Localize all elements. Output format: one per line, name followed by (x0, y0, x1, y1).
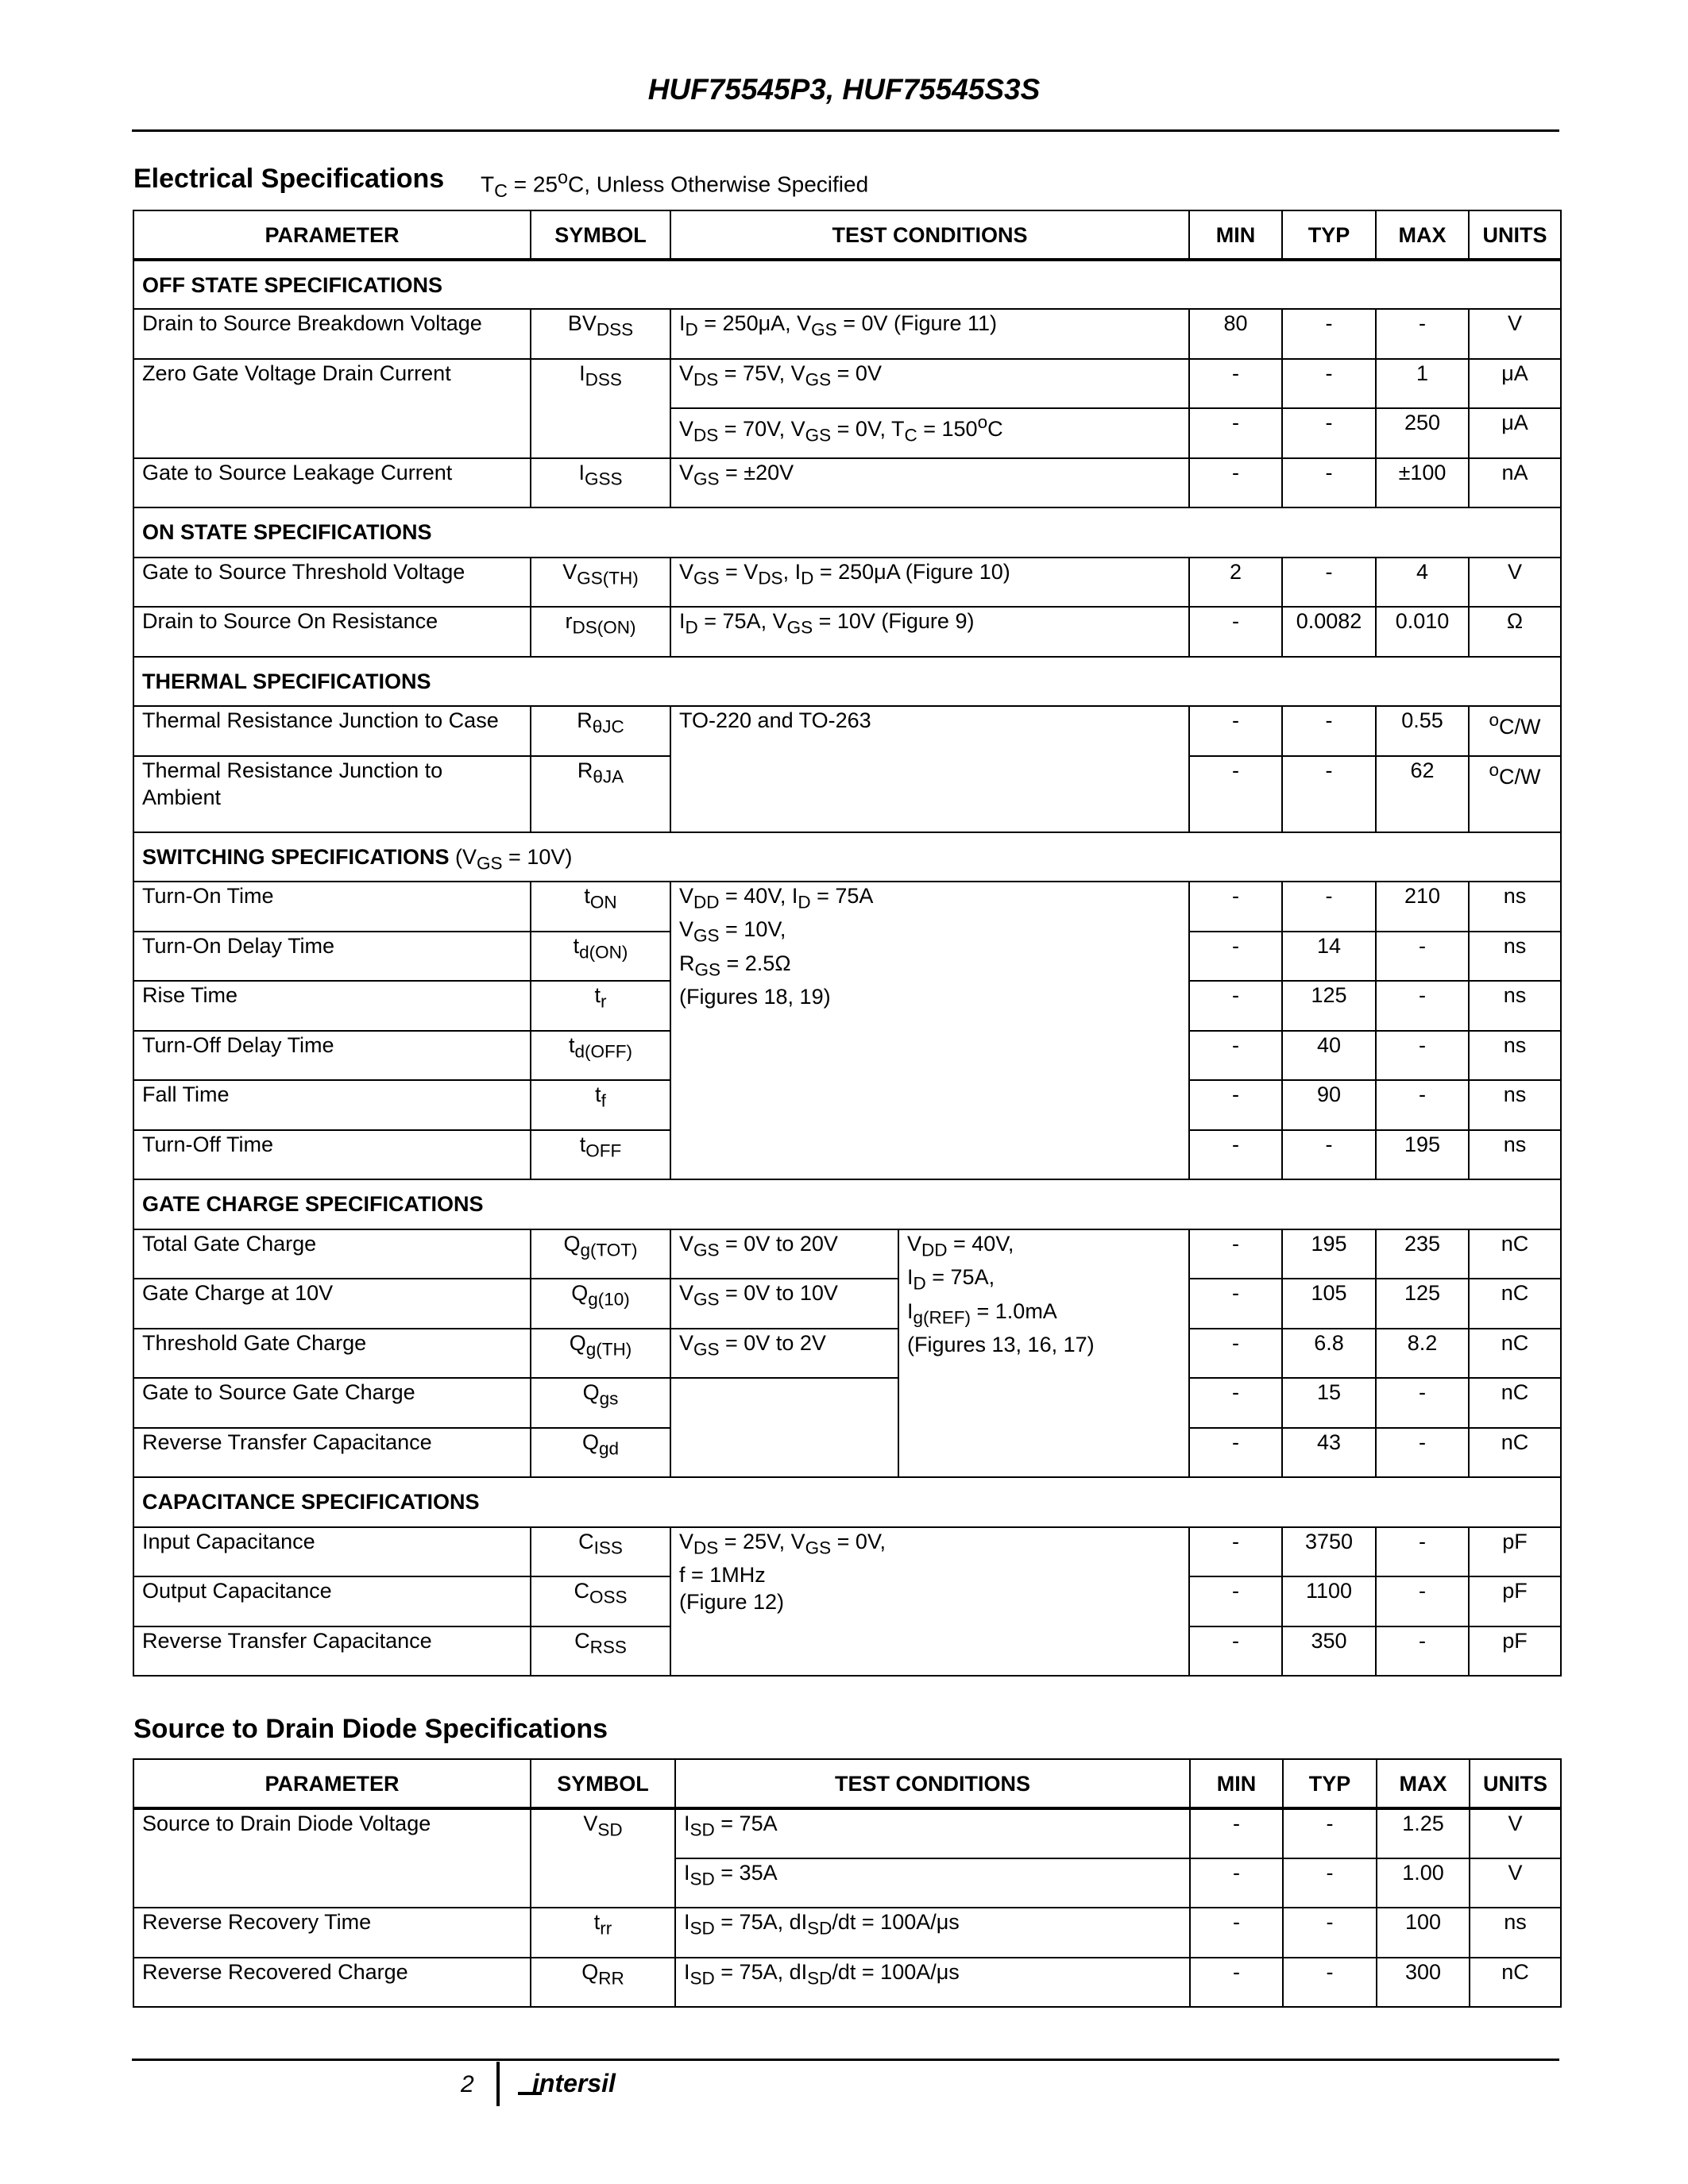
condition-cell: $I_D = 75A$, $V_{GS} = 10V$ (Figure 9) (670, 607, 1189, 657)
condition-cell: $I_{SD} = 75A$, $dI_{SD}/dt = 100A/\mu s$ (675, 1908, 1190, 1958)
electrical-specs-title: Electrical Specifications (133, 164, 445, 194)
section-row (133, 832, 1561, 882)
typ-cell: 43 (1282, 1428, 1376, 1477)
max-cell: 62 (1376, 756, 1469, 832)
condition-cell: $I_{SD} = 35A$ (675, 1858, 1190, 1908)
typ-cell: - (1282, 408, 1376, 458)
units-cell: ns (1469, 1080, 1561, 1130)
symbol-cell: $t_{d(ON)}$ (531, 932, 670, 981)
min-cell: - (1189, 706, 1282, 756)
param-cell: Gate to Source Leakage Current (133, 458, 531, 507)
units-cell: nC (1469, 1329, 1561, 1378)
symbol-cell: $t_{d(OFF)}$ (531, 1031, 670, 1080)
diode-specs-table (133, 1758, 1562, 2008)
col-header-max: MAX (1376, 210, 1469, 260)
param-cell: Drain to Source Breakdown Voltage (133, 309, 531, 359)
units-cell: μA (1469, 359, 1561, 408)
min-cell: - (1189, 756, 1282, 832)
section-on-state: ON STATE SPECIFICATIONS (133, 507, 1561, 558)
header-divider (132, 129, 1559, 132)
typ-cell: - (1282, 558, 1376, 607)
table-row (133, 1378, 1561, 1428)
min-cell: 80 (1189, 309, 1282, 359)
switching-conditions-cell: $V_{DD} = 40V$, $I_D = 75A$ $V_{GS} = 10V$, $R_{GS} = 2.5\Omega$ (Figures 18, 19) (670, 882, 1189, 1179)
min-cell: - (1189, 1527, 1282, 1576)
max-cell: 125 (1376, 1279, 1469, 1329)
table-row (133, 1229, 1561, 1279)
param-cell: Reverse Transfer Capacitance (133, 1428, 531, 1477)
min-cell: - (1189, 1229, 1282, 1279)
table-row (133, 1329, 1561, 1378)
param-cell: Turn-Off Delay Time (133, 1031, 531, 1080)
section-row (133, 260, 1561, 309)
param-cell: Gate to Source Threshold Voltage (133, 558, 531, 607)
units-cell: μA (1469, 408, 1561, 458)
max-cell: - (1376, 981, 1469, 1031)
section-thermal: THERMAL SPECIFICATIONS (133, 657, 1561, 706)
max-cell: 0.010 (1376, 607, 1469, 657)
capacitance-conditions-cell: $V_{DS} = 25V$, $V_{GS} = 0V$, f = 1MHz (Figure 12) (670, 1527, 1189, 1676)
electrical-specs-conditions: $T_C = 25^oC$, Unless Otherwise Specified (481, 167, 869, 201)
section-row (133, 1179, 1561, 1229)
min-cell: - (1189, 1576, 1282, 1626)
typ-cell: - (1282, 756, 1376, 832)
section-gate-charge: GATE CHARGE SPECIFICATIONS (133, 1179, 1561, 1229)
symbol-cell: $Q_{gd}$ (531, 1428, 670, 1477)
min-cell: - (1189, 1378, 1282, 1428)
typ-cell: 105 (1282, 1279, 1376, 1329)
col-header-units: UNITS (1470, 1759, 1561, 1808)
table-row (133, 309, 1561, 359)
section-switching: SWITCHING SPECIFICATIONS $(V_{GS} = 10V)$ (133, 832, 1561, 882)
units-cell: ns (1469, 932, 1561, 981)
symbol-cell: $BV_{DSS}$ (531, 309, 670, 359)
param-cell: Zero Gate Voltage Drain Current (133, 359, 531, 458)
logo-text: intersil (532, 2069, 616, 2097)
param-cell: Total Gate Charge (133, 1229, 531, 1279)
typ-cell: - (1283, 1808, 1377, 1858)
min-cell: 2 (1189, 558, 1282, 607)
units-cell: ns (1469, 882, 1561, 932)
min-cell: - (1189, 1279, 1282, 1329)
table-row (133, 1527, 1561, 1576)
units-cell: ns (1469, 1130, 1561, 1179)
max-cell: - (1376, 932, 1469, 981)
symbol-cell: $Q_{RR}$ (531, 1958, 675, 2007)
units-cell: pF (1469, 1527, 1561, 1576)
table-header-row (133, 210, 1561, 260)
typ-cell: - (1283, 1858, 1377, 1908)
diode-specs-title: Source to Drain Diode Specifications (133, 1714, 608, 1744)
min-cell: - (1190, 1808, 1283, 1858)
typ-cell: - (1282, 706, 1376, 756)
max-cell: 8.2 (1376, 1329, 1469, 1378)
max-cell: 195 (1376, 1130, 1469, 1179)
min-cell: - (1189, 1031, 1282, 1080)
condition-cell: $V_{GS} = 0V$ to 20V (670, 1229, 898, 1279)
section-capacitance: CAPACITANCE SPECIFICATIONS (133, 1477, 1561, 1527)
max-cell: 1 (1376, 359, 1469, 408)
units-cell: $^o$C/W (1469, 706, 1561, 756)
min-cell: - (1189, 607, 1282, 657)
max-cell: 235 (1376, 1229, 1469, 1279)
intersil-logo (516, 2068, 659, 2103)
symbol-cell: $V_{SD}$ (531, 1808, 675, 1908)
symbol-cell: $I_{DSS}$ (531, 359, 670, 458)
typ-cell: - (1282, 359, 1376, 408)
typ-cell: 40 (1282, 1031, 1376, 1080)
max-cell: ±100 (1376, 458, 1469, 507)
symbol-cell: $r_{DS(ON)}$ (531, 607, 670, 657)
units-cell: nC (1469, 1229, 1561, 1279)
table-row (133, 1808, 1561, 1858)
footer-separator (496, 2062, 500, 2106)
condition-cell: $I_{SD} = 75A$, $dI_{SD}/dt = 100A/\mu s$ (675, 1958, 1190, 2007)
units-cell: V (1470, 1858, 1561, 1908)
table-row (133, 1279, 1561, 1329)
section-off-state: OFF STATE SPECIFICATIONS (133, 260, 1561, 309)
param-cell: Turn-On Delay Time (133, 932, 531, 981)
min-cell: - (1189, 1130, 1282, 1179)
param-cell: Output Capacitance (133, 1576, 531, 1626)
units-cell: ns (1469, 1031, 1561, 1080)
table-header-row (133, 1759, 1561, 1808)
col-header-max: MAX (1377, 1759, 1470, 1808)
col-header-symbol: SYMBOL (531, 1759, 675, 1808)
typ-cell: 14 (1282, 932, 1376, 981)
symbol-cell: $R_{\theta JA}$ (531, 756, 670, 832)
param-cell: Turn-Off Time (133, 1130, 531, 1179)
symbol-cell: $t_{OFF}$ (531, 1130, 670, 1179)
section-row (133, 657, 1561, 706)
symbol-cell: $Q_{gs}$ (531, 1378, 670, 1428)
condition-cell: $V_{GS} = V_{DS}$, $I_D = 250\mu A$ (Figure 10) (670, 558, 1189, 607)
typ-cell: 0.0082 (1282, 607, 1376, 657)
page-title: HUF75545P3, HUF75545S3S (647, 73, 1041, 106)
symbol-cell: $I_{GSS}$ (531, 458, 670, 507)
condition-cell: $V_{GS} = \pm 20V$ (670, 458, 1189, 507)
min-cell: - (1189, 932, 1282, 981)
typ-cell: 125 (1282, 981, 1376, 1031)
section-row (133, 507, 1561, 558)
typ-cell: 195 (1282, 1229, 1376, 1279)
symbol-cell: $Q_{g(10)}$ (531, 1279, 670, 1329)
table-row (133, 1958, 1561, 2007)
typ-cell: - (1283, 1908, 1377, 1958)
symbol-cell: $t_f$ (531, 1080, 670, 1130)
col-header-parameter: PARAMETER (133, 1759, 531, 1808)
section-row (133, 1477, 1561, 1527)
typ-cell: - (1282, 458, 1376, 507)
param-cell: Reverse Recovery Time (133, 1908, 531, 1958)
units-cell: $^o$C/W (1469, 756, 1561, 832)
footer-divider (132, 2059, 1559, 2061)
max-cell: 0.55 (1376, 706, 1469, 756)
typ-cell: - (1282, 309, 1376, 359)
page-number: 2 (461, 2071, 474, 2097)
min-cell: - (1189, 359, 1282, 408)
table-row (133, 558, 1561, 607)
max-cell: 1.00 (1377, 1858, 1470, 1908)
max-cell: - (1376, 309, 1469, 359)
max-cell: - (1376, 1378, 1469, 1428)
condition-cell: $V_{DS} = 75V$, $V_{GS} = 0V$ (670, 359, 1189, 408)
symbol-cell: $Q_{g(TOT)}$ (531, 1229, 670, 1279)
typ-cell: 90 (1282, 1080, 1376, 1130)
param-cell: Drain to Source On Resistance (133, 607, 531, 657)
units-cell: V (1470, 1808, 1561, 1858)
min-cell: - (1189, 408, 1282, 458)
param-cell: Gate to Source Gate Charge (133, 1378, 531, 1428)
table-row (133, 706, 1561, 756)
param-cell: Reverse Recovered Charge (133, 1958, 531, 2007)
col-header-test-conditions: TEST CONDITIONS (670, 210, 1189, 260)
param-cell: Gate Charge at 10V (133, 1279, 531, 1329)
col-header-typ: TYP (1283, 1759, 1377, 1808)
min-cell: - (1189, 1626, 1282, 1676)
units-cell: ns (1470, 1908, 1561, 1958)
table-row (133, 1908, 1561, 1958)
symbol-cell: $C_{RSS}$ (531, 1626, 670, 1676)
condition-cell: $V_{GS} = 0V$ to 2V (670, 1329, 898, 1378)
param-cell: Thermal Resistance Junction to Ambient (133, 756, 531, 832)
max-cell: - (1376, 1626, 1469, 1676)
units-cell: pF (1469, 1576, 1561, 1626)
typ-cell: 1100 (1282, 1576, 1376, 1626)
col-header-typ: TYP (1282, 210, 1376, 260)
col-header-test-conditions: TEST CONDITIONS (675, 1759, 1190, 1808)
min-cell: - (1189, 981, 1282, 1031)
min-cell: - (1190, 1958, 1283, 2007)
min-cell: - (1190, 1858, 1283, 1908)
units-cell: nC (1470, 1958, 1561, 2007)
typ-cell: - (1283, 1958, 1377, 2007)
symbol-cell: $Q_{g(TH)}$ (531, 1329, 670, 1378)
typ-cell: 3750 (1282, 1527, 1376, 1576)
typ-cell: 6.8 (1282, 1329, 1376, 1378)
min-cell: - (1189, 458, 1282, 507)
symbol-cell: $C_{OSS}$ (531, 1576, 670, 1626)
col-header-units: UNITS (1469, 210, 1561, 260)
condition-cell: $I_{SD} = 75A$ (675, 1808, 1190, 1858)
symbol-cell: $t_r$ (531, 981, 670, 1031)
max-cell: 300 (1377, 1958, 1470, 2007)
max-cell: - (1376, 1031, 1469, 1080)
typ-cell: 350 (1282, 1626, 1376, 1676)
condition-cell: $V_{GS} = 0V$ to 10V (670, 1279, 898, 1329)
condition-cell: $I_D = 250\mu A$, $V_{GS} = 0V$ (Figure 11) (670, 309, 1189, 359)
max-cell: 1.25 (1377, 1808, 1470, 1858)
min-cell: - (1189, 1080, 1282, 1130)
max-cell: - (1376, 1080, 1469, 1130)
symbol-cell: $t_{ON}$ (531, 882, 670, 932)
min-cell: - (1190, 1908, 1283, 1958)
units-cell: V (1469, 309, 1561, 359)
electrical-specs-table (133, 210, 1562, 1677)
table-row (133, 607, 1561, 657)
gate-common-conditions-cell: $V_{DD} = 40V$, $I_D = 75A$, $I_{g(REF)} = 1.0mA$ (Figures 13, 16, 17) (898, 1229, 1189, 1477)
symbol-cell: $V_{GS(TH)}$ (531, 558, 670, 607)
param-cell: Thermal Resistance Junction to Case (133, 706, 531, 756)
condition-cell: $V_{DS} = 70V$, $V_{GS} = 0V$, $T_C = 150^oC$ (670, 408, 1189, 458)
table-row (133, 882, 1561, 932)
units-cell: nC (1469, 1378, 1561, 1428)
units-cell: nC (1469, 1279, 1561, 1329)
param-cell: Threshold Gate Charge (133, 1329, 531, 1378)
typ-cell: - (1282, 882, 1376, 932)
units-cell: pF (1469, 1626, 1561, 1676)
max-cell: 100 (1377, 1908, 1470, 1958)
max-cell: - (1376, 1428, 1469, 1477)
col-header-symbol: SYMBOL (531, 210, 670, 260)
units-cell: ns (1469, 981, 1561, 1031)
table-row (133, 359, 1561, 408)
param-cell: Turn-On Time (133, 882, 531, 932)
col-header-min: MIN (1189, 210, 1282, 260)
param-cell: Input Capacitance (133, 1527, 531, 1576)
symbol-cell: $C_{ISS}$ (531, 1527, 670, 1576)
param-cell: Fall Time (133, 1080, 531, 1130)
col-header-min: MIN (1190, 1759, 1283, 1808)
col-header-parameter: PARAMETER (133, 210, 531, 260)
max-cell: - (1376, 1527, 1469, 1576)
typ-cell: 15 (1282, 1378, 1376, 1428)
param-cell: Rise Time (133, 981, 531, 1031)
units-cell: nC (1469, 1428, 1561, 1477)
param-cell: Source to Drain Diode Voltage (133, 1808, 531, 1908)
max-cell: - (1376, 1576, 1469, 1626)
condition-cell: TO-220 and TO-263 (670, 706, 1189, 832)
symbol-cell: $R_{\theta JC}$ (531, 706, 670, 756)
condition-cell-empty (670, 1378, 898, 1477)
units-cell: V (1469, 558, 1561, 607)
typ-cell: - (1282, 1130, 1376, 1179)
min-cell: - (1189, 1329, 1282, 1378)
units-cell: Ω (1469, 607, 1561, 657)
units-cell: nA (1469, 458, 1561, 507)
max-cell: 250 (1376, 408, 1469, 458)
max-cell: 210 (1376, 882, 1469, 932)
symbol-cell: $t_{rr}$ (531, 1908, 675, 1958)
max-cell: 4 (1376, 558, 1469, 607)
table-row (133, 458, 1561, 507)
min-cell: - (1189, 882, 1282, 932)
param-cell: Reverse Transfer Capacitance (133, 1626, 531, 1676)
min-cell: - (1189, 1428, 1282, 1477)
